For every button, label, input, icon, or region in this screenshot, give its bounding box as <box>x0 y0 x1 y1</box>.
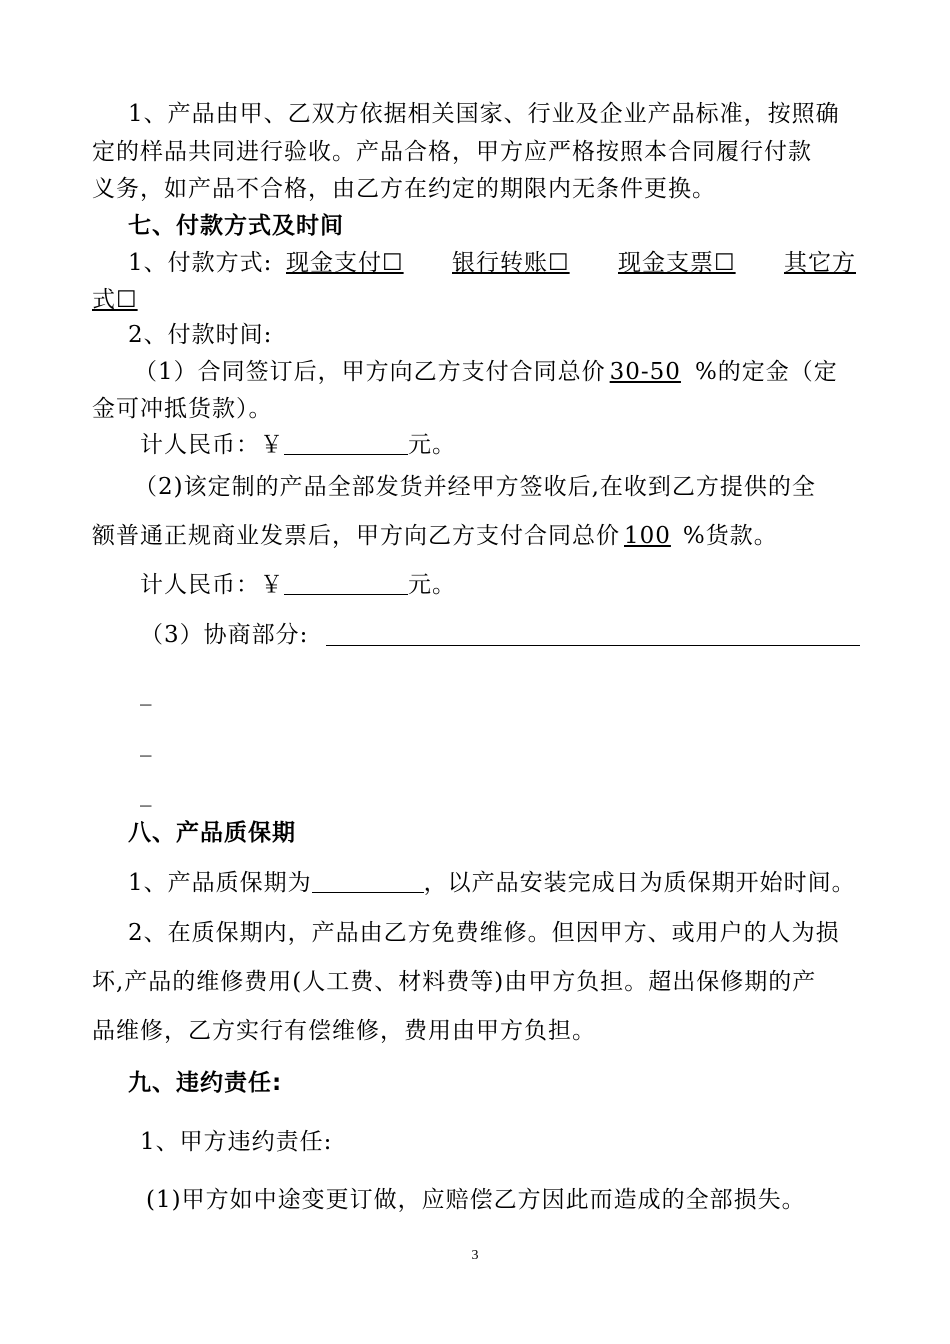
rmb-amount-2-prefix: 计人民币：￥ <box>140 572 284 598</box>
clause-9-1-label: 1、甲方违约责任: <box>140 1129 333 1155</box>
warranty-period-suffix: ，以产品安装完成日为质保期开始时间。 <box>423 870 856 896</box>
warranty-period-line <box>128 868 856 898</box>
final-payment-percent: 100 <box>624 523 671 549</box>
clause-6-1-line-1: 1、产品由甲、乙双方依据相关国家、行业及企业产品标准，按照确 <box>128 101 840 127</box>
blank-line-dash-2: _ <box>140 731 152 757</box>
payment-item-2-prefix: 额普通正规商业发票后，甲方向乙方支付合同总价 <box>92 523 620 549</box>
page-number: 3 <box>471 1248 479 1263</box>
payment-item-2-line-2 <box>92 521 778 551</box>
payment-item-2-suffix: %货款。 <box>682 523 778 549</box>
payment-item-1-line-1 <box>134 357 838 387</box>
negotiated-terms-blank[interactable] <box>326 645 860 646</box>
deposit-percent: 30-50 <box>609 359 681 385</box>
rmb-amount-2 <box>140 570 456 600</box>
payment-item-1-line-2: 金可冲抵货款）。 <box>92 396 273 422</box>
clause-8-2-line-1: 2、在质保期内，产品由乙方免费维修。但因甲方、或用户的人为损 <box>128 920 840 946</box>
rmb-amount-1-suffix: 元。 <box>408 432 456 458</box>
clause-8-2-line-3: 品维修，乙方实行有偿维修，费用由甲方负担。 <box>92 1018 596 1044</box>
payment-option-bank-transfer: 银行转账☐ <box>452 250 570 276</box>
blank-line-dash-1: _ <box>140 680 152 706</box>
rmb-amount-2-blank[interactable] <box>284 572 408 595</box>
warranty-period-prefix: 1、产品质保期为 <box>128 870 312 896</box>
payment-option-other-tail: 式☐ <box>92 287 138 313</box>
rmb-amount-2-suffix: 元。 <box>408 572 456 598</box>
rmb-amount-1-blank[interactable] <box>284 432 408 455</box>
section-9-heading: 九、违约责任: <box>128 1070 283 1096</box>
section-7-heading: 七、付款方式及时间 <box>128 213 344 239</box>
clause-6-1-line-2: 定的样品共同进行验收。产品合格，甲方应严格按照本合同履行付款 <box>92 139 812 165</box>
payment-item-2-line-1: （2)该定制的产品全部发货并经甲方签收后,在收到乙方提供的全 <box>134 474 816 500</box>
section-8-heading: 八、产品质保期 <box>128 820 296 846</box>
payment-item-1-suffix: %的定金（定 <box>694 359 838 385</box>
payment-option-cash: 现金支付☐ <box>286 250 404 276</box>
payment-option-other: 其它方 <box>784 250 856 276</box>
payment-option-cash-check: 现金支票☐ <box>618 250 736 276</box>
payment-item-3-label: （3）协商部分: <box>140 622 309 648</box>
payment-time-label: 2、付款时间: <box>128 322 273 348</box>
clause-9-1-item-1: (1)甲方如中途变更订做，应赔偿乙方因此而造成的全部损失。 <box>146 1187 806 1213</box>
clause-6-1-line-3: 义务，如产品不合格，由乙方在约定的期限内无条件更换。 <box>92 176 716 202</box>
payment-item-1-prefix: （1）合同签订后，甲方向乙方支付合同总价 <box>134 359 606 385</box>
blank-line-dash-3: _ <box>140 781 152 807</box>
clause-8-2-line-2: 坏,产品的维修费用(人工费、材料费等)由甲方负担。超出保修期的产 <box>92 969 817 995</box>
rmb-amount-1 <box>140 430 456 460</box>
rmb-amount-1-prefix: 计人民币：￥ <box>140 432 284 458</box>
payment-method-label: 1、付款方式: <box>128 250 273 276</box>
warranty-period-blank[interactable] <box>312 870 424 893</box>
